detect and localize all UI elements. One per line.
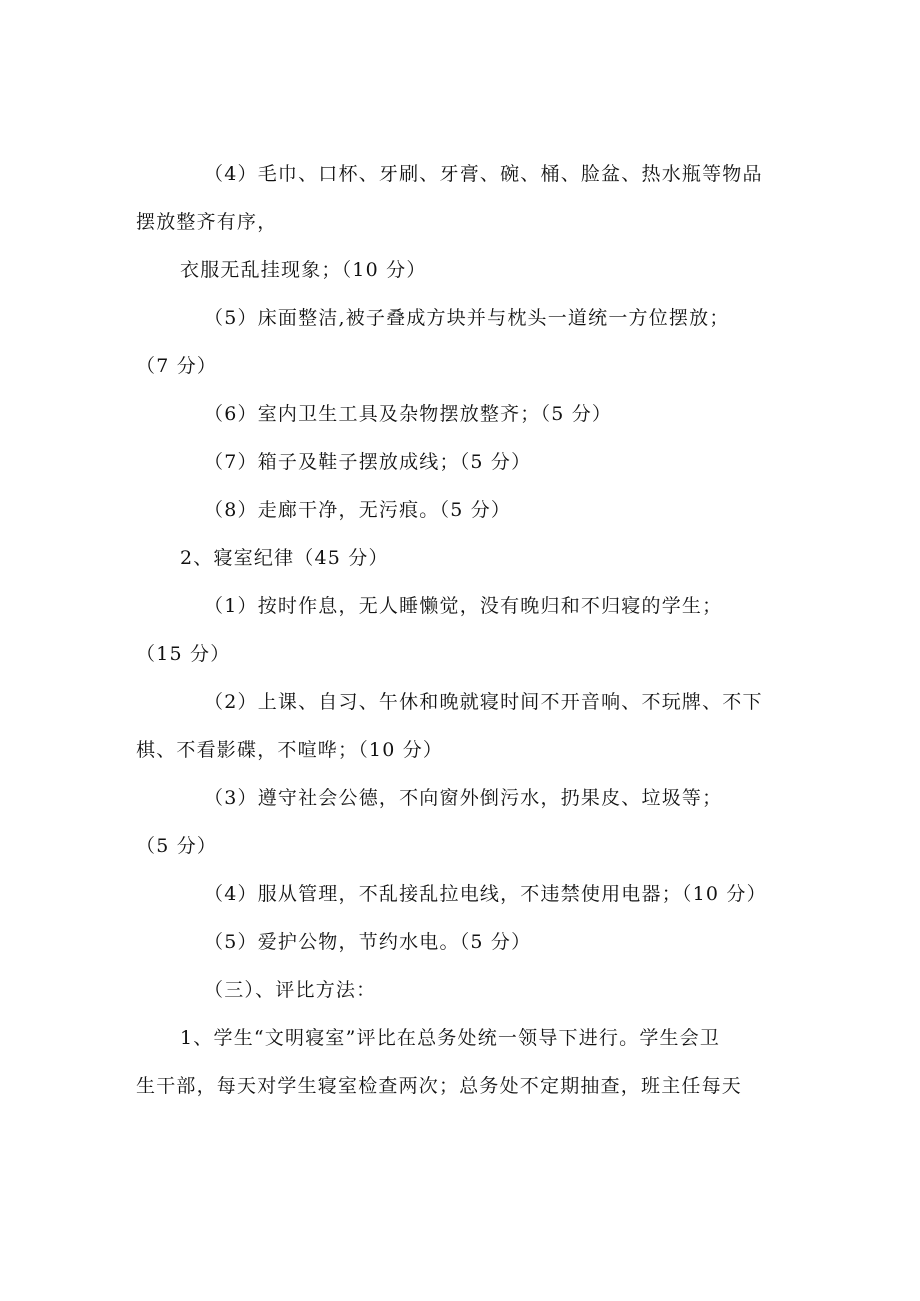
text-line: （15 分） xyxy=(136,643,231,665)
text-line: 摆放整齐有序， xyxy=(136,211,278,233)
text-line: （6）室内卫生工具及杂物摆放整齐；（5 分） xyxy=(204,403,613,425)
text-line: 衣服无乱挂现象；（10 分） xyxy=(180,259,427,281)
text-line: （7）箱子及鞋子摆放成线；（5 分） xyxy=(204,451,532,473)
text-line: （7 分） xyxy=(136,355,218,377)
text-line: （4）毛巾、口杯、牙刷、牙膏、碗、桶、脸盆、热水瓶等物品 xyxy=(204,163,763,185)
text-line: 棋、不看影碟，不喧哗；（10 分） xyxy=(136,739,444,761)
text-line: 1、学生“文明寝室”评比在总务处统一领导下进行。学生会卫 xyxy=(180,1027,721,1049)
text-line: 生干部，每天对学生寝室检查两次；总务处不定期抽查，班主任每天 xyxy=(136,1075,743,1097)
section-heading: （三）、评比方法： xyxy=(204,979,377,1001)
section-heading: 2、寝室纪律（45 分） xyxy=(180,547,389,569)
text-line: （1）按时作息，无人睡懒觉，没有晚归和不归寝的学生； xyxy=(204,595,723,617)
text-line: （5）床面整洁,被子叠成方块并与枕头一道统一方位摆放； xyxy=(204,307,730,329)
text-line: （5）爱护公物，节约水电。（5 分） xyxy=(204,931,532,953)
text-line: （8）走廊干净，无污痕。（5 分） xyxy=(204,499,512,521)
text-line: （4）服从管理，不乱接乱拉电线，不违禁使用电器；（10 分） xyxy=(204,883,767,905)
text-line: （5 分） xyxy=(136,835,218,857)
text-line: （2）上课、自习、午休和晚就寝时间不开音响、不玩牌、不下 xyxy=(204,691,763,713)
text-line: （3）遵守社会公德，不向窗外倒污水，扔果皮、垃圾等； xyxy=(204,787,723,809)
